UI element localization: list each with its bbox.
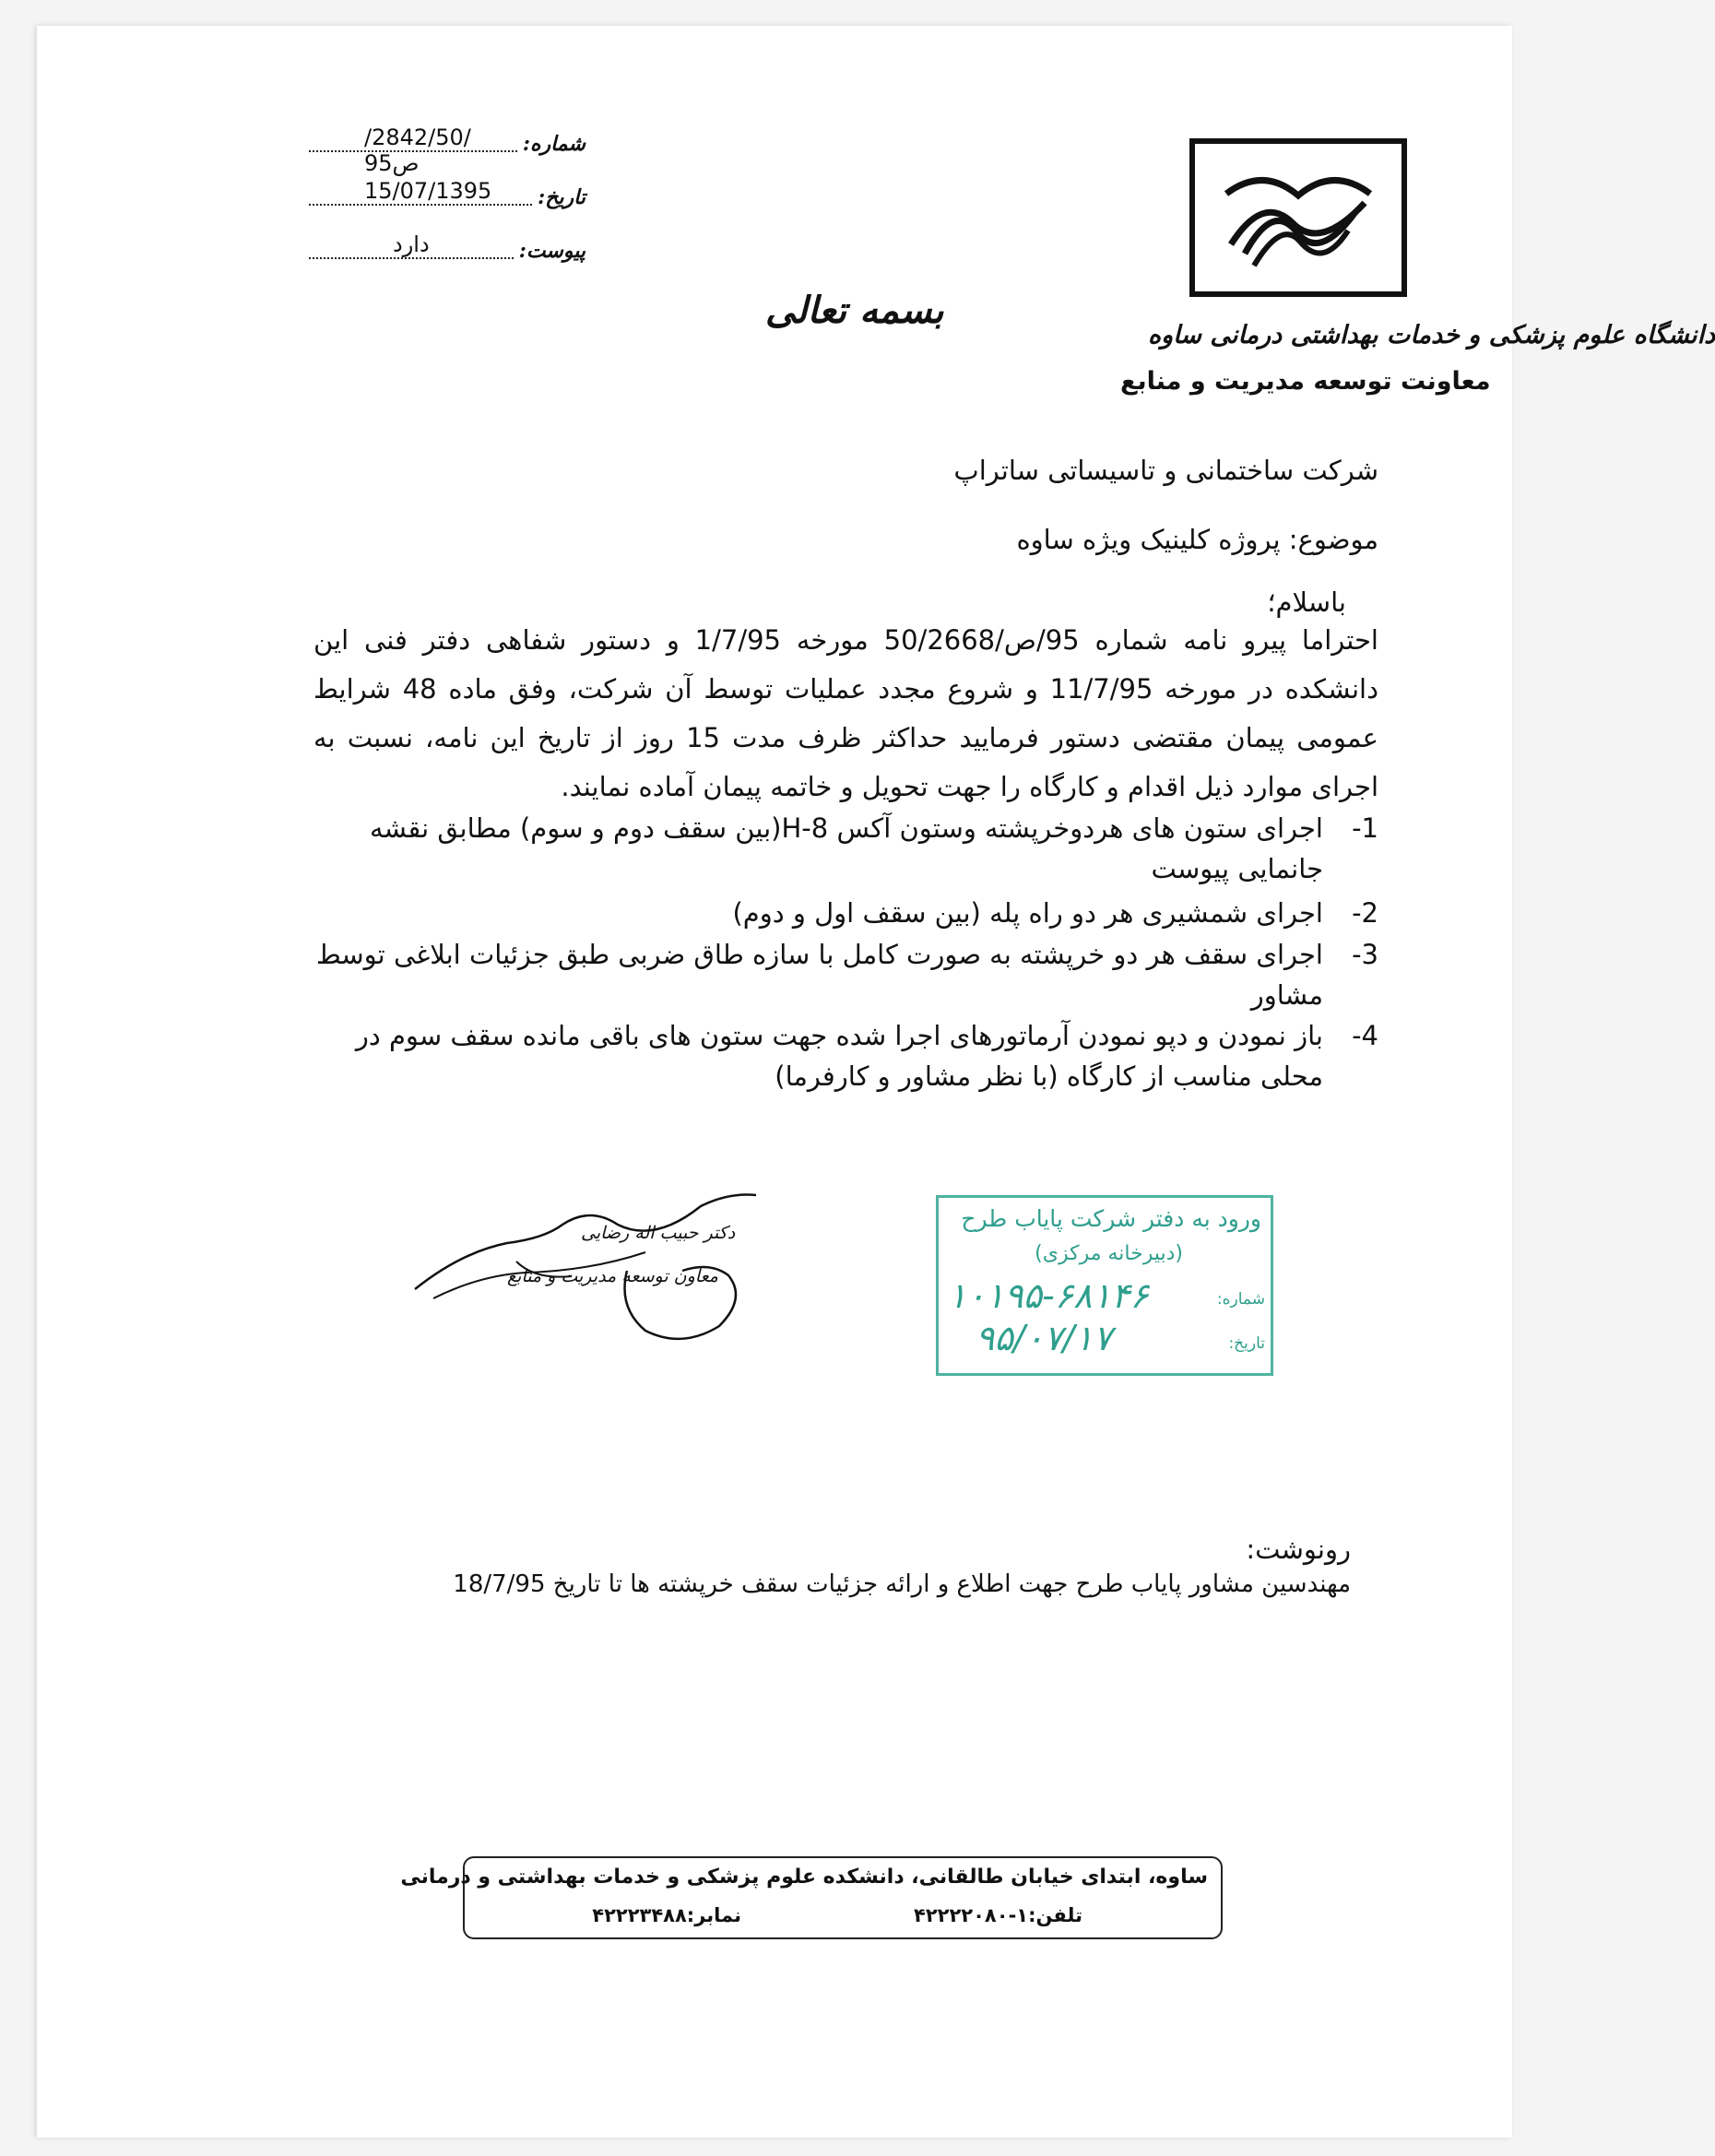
- bismillah-heading: بسمه تعالی: [765, 289, 944, 332]
- letter-attachment-value: دارد: [309, 231, 514, 259]
- list-item-number: -2: [1352, 897, 1378, 929]
- letter-page: [37, 26, 1715, 2138]
- signature-title: معاون توسعه مدیریت و منابع: [507, 1266, 718, 1286]
- stamp-date-value: ۹۵/۰۷/۱۷: [976, 1318, 1113, 1358]
- signature-name: دکتر حبیب اله رضایی: [581, 1223, 736, 1243]
- list-item: [313, 808, 1378, 889]
- footer-phone: تلفن:۱-۴۲۲۲۲۰۸۰: [914, 1904, 1082, 1926]
- received-stamp: [936, 1195, 1273, 1376]
- stamp-number-label: شماره:: [1216, 1290, 1265, 1309]
- footer-address-box: [400, 1856, 1223, 1939]
- list-item: [313, 934, 1378, 1015]
- list-item-text: اجرای سقف هر دو خرپشته به صورت کامل با سازه طاق ضربی طبق جزئیات ابلاغی توسط مشاور: [315, 939, 1323, 1011]
- university-name: دانشگاه علوم پزشکی و خدمات بهداشتی درمانی ساوه: [1148, 321, 1715, 349]
- letter-number-value: /2842/50/ص95: [309, 124, 517, 152]
- recipient-line: شرکت ساختمانی و تاسیساتی ساتراپ: [953, 455, 1378, 486]
- list-item-number: -1: [1352, 812, 1378, 844]
- letter-date-row: [309, 178, 585, 209]
- letter-number-row: [309, 124, 585, 176]
- book-logo-icon: [1189, 138, 1407, 297]
- footer-address: ساوه، ابتدای خیابان طالقانی، دانشکده علوم پزشکی و خدمات بهداشتی و درمانی: [400, 1866, 1208, 1889]
- list-item: [313, 893, 1378, 933]
- letter-paragraph: احتراما پیرو نامه شماره 95/ص/50/2668 مورخه 1/7/95 و دستور شفاهی دفتر فنی این دانشکده در مورخه 11/7/95 و شروع مجدد عملیات توسط آن شرکت، وفق ماده 48 شرایط عمومی پیمان مقتضی دستور فرمایید حداکثر ظرف مدت 15 روز از تاریخ این نامه، نسبت به اجرای موارد ذیل اقدام و کارگاه را جهت تحویل و خاتمه پیمان آماده نمایند.: [313, 624, 1378, 802]
- signature-block: [406, 1188, 793, 1354]
- stamp-number-value: ۱۰۱۹۵-۶۸۱۴۶: [948, 1275, 1149, 1316]
- subject-line: موضوع: پروژه کلینیک ویژه ساوه: [1016, 524, 1378, 555]
- list-item-text: اجرای ستون های هردوخرپشته وستون آکس H-8(بین سقف دوم و سوم) مطابق نقشه جانمایی پیوست: [369, 812, 1323, 884]
- letter-attachment-label: پیوست:: [518, 239, 585, 263]
- letter-date-label: تاریخ:: [538, 185, 585, 209]
- letter-number-label: شماره:: [522, 132, 585, 156]
- footer-fax: نمابر:۴۲۲۲۳۴۸۸: [592, 1904, 741, 1926]
- cc-text: مهندسین مشاور پایاب طرح جهت اطلاع و ارائه جزئیات سقف خرپشته ها تا تاریخ 18/7/95: [453, 1570, 1351, 1598]
- letter-attachment-row: [309, 231, 585, 263]
- list-item-number: -4: [1352, 1020, 1378, 1051]
- stamp-date-label: تاریخ:: [1228, 1334, 1265, 1353]
- list-item-number: -3: [1352, 939, 1378, 970]
- stamp-line1: ورود به دفتر شرکت پایاب طرح: [961, 1205, 1261, 1232]
- deputy-name: معاونت توسعه مدیریت و منابع: [1120, 367, 1491, 396]
- list-item: [313, 1015, 1378, 1096]
- cc-title: رونوشت:: [1246, 1534, 1351, 1565]
- list-item-text: اجرای شمشیری هر دو راه پله (بین سقف اول و دوم): [732, 897, 1323, 929]
- greeting-line: باسلام؛: [1267, 586, 1346, 618]
- letter-date-value: 15/07/1395: [309, 178, 532, 206]
- list-item-text: باز نمودن و دپو نمودن آرماتورهای اجرا شده جهت ستون های باقی مانده سقف سوم در محلی مناسب از کارگاه (با نظر مشاور و کارفرما): [355, 1020, 1323, 1092]
- university-logo: [1189, 138, 1407, 297]
- stamp-line2: (دبیرخانه مرکزی): [1035, 1242, 1183, 1265]
